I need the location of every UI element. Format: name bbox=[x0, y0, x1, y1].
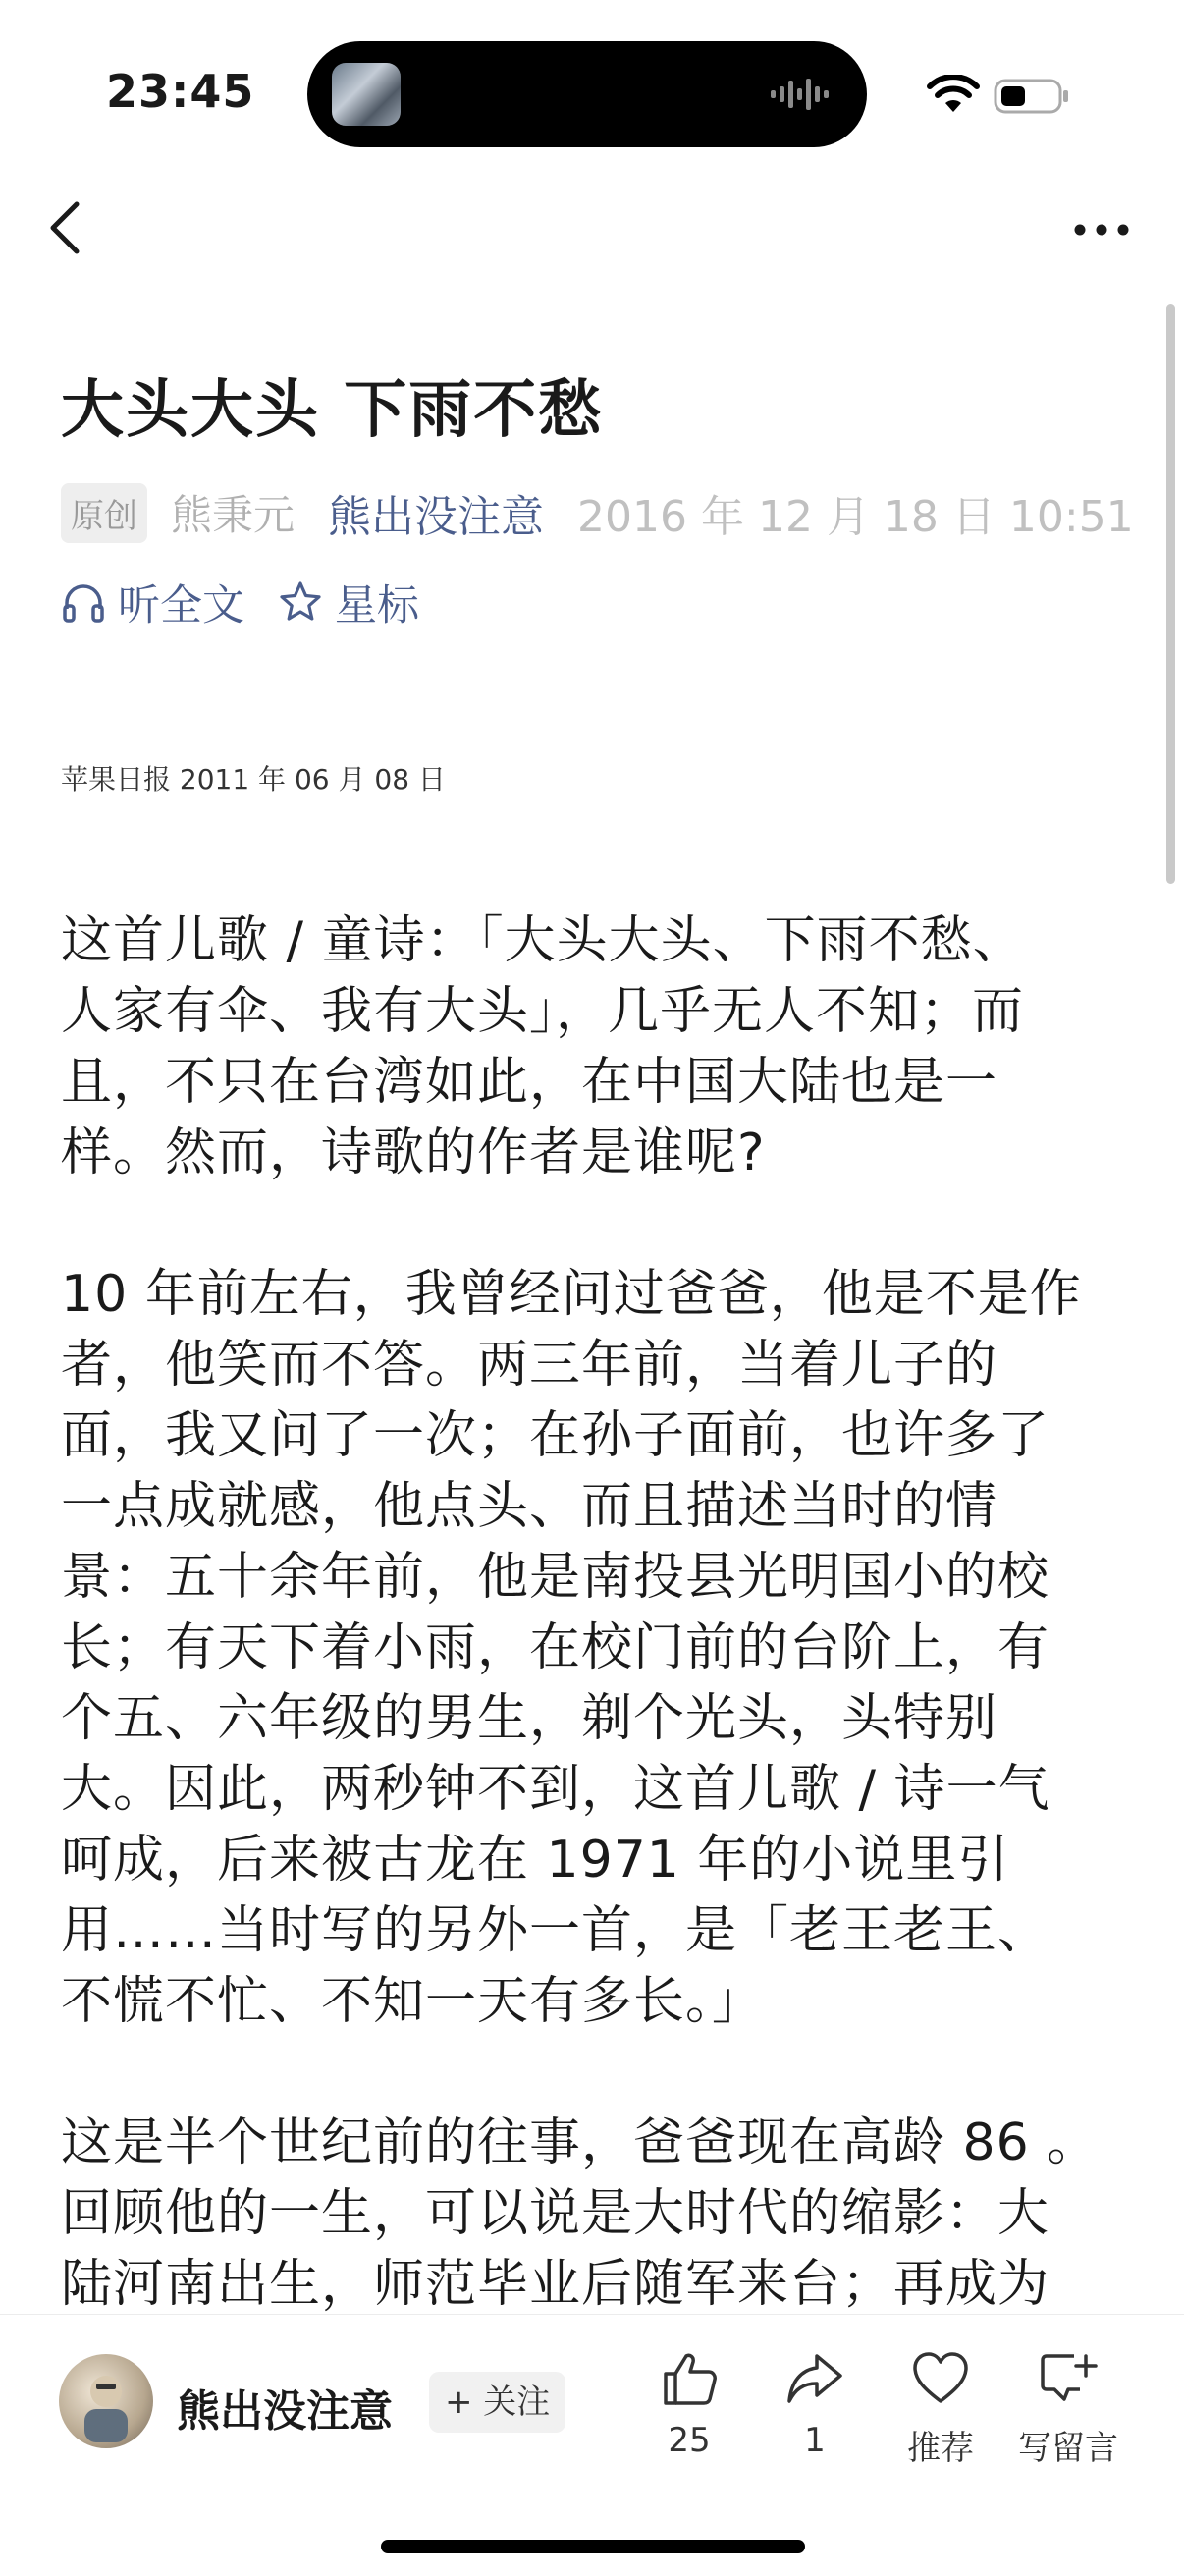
status-time: 23:45 bbox=[106, 65, 255, 118]
heart-icon bbox=[911, 2350, 970, 2407]
article-actions bbox=[61, 570, 453, 634]
headphones-icon bbox=[61, 579, 106, 625]
original-badge: 原创 bbox=[61, 483, 147, 543]
author-name: 熊秉元 bbox=[171, 491, 296, 539]
comment-button[interactable] bbox=[1009, 2350, 1127, 2469]
audio-waveform-icon bbox=[769, 75, 837, 114]
now-playing-artwork bbox=[332, 63, 401, 126]
back-arrow-icon[interactable] bbox=[43, 196, 86, 259]
wifi-icon bbox=[927, 75, 980, 114]
article-meta bbox=[61, 483, 1134, 542]
paragraph: 10 年前左右，我曾经问过爸爸，他是不是作 者，他笑而不答。两三年前，当着儿子的 面，我又问了一次；在孙子面前，也许多了 一点成就感，他点头、而且描述当时的情 景：五十余年前，他是南投县光明国小的校 长；有天下着小雨，在校门前的台阶上，有 个五、六年级的男生，剃个光头，头特别 大。因此，两秒钟不到，这首儿歌 / 诗一气 呵成，后来被古龙在 1971 年的小说里引 用……当时写的另外一首，是「老王老王、 不慌不忙、不知一天有多长。」 bbox=[61, 1265, 1082, 2031]
paragraph: 这首儿歌 / 童诗：「大头大头、下雨不愁、 人家有伞、我有大头」，几乎无人不知；而 且，不只在台湾如此，在中国大陆也是一 样。然而，诗歌的作者是谁呢? bbox=[61, 911, 1025, 1182]
share-count: 1 bbox=[804, 2421, 826, 2460]
paragraph: 这是半个世纪前的往事，爸爸现在高龄 86 。 回顾他的一生，可以说是大时代的缩影：大 陆河南出生，师范毕业后随军来台；再成为 bbox=[61, 2113, 1100, 2314]
star-button[interactable] bbox=[278, 573, 419, 632]
like-button[interactable] bbox=[630, 2350, 748, 2460]
follow-button[interactable]: + 关注 bbox=[429, 2372, 565, 2433]
avatar-image bbox=[59, 2354, 153, 2448]
source-line: 苹果日报 2011 年 06 月 08 日 bbox=[61, 763, 446, 795]
dynamic-island[interactable] bbox=[307, 41, 867, 147]
listen-label: 听全文 bbox=[118, 580, 244, 630]
bottom-account-name[interactable]: 熊出没注意 bbox=[177, 2386, 393, 2437]
publish-date: 2016 年 12 月 18 日 10:51 bbox=[577, 492, 1134, 542]
comment-plus-icon bbox=[1039, 2350, 1098, 2407]
share-button[interactable] bbox=[756, 2350, 874, 2460]
recommend-button[interactable] bbox=[882, 2350, 999, 2469]
battery-icon bbox=[994, 79, 1070, 114]
account-link[interactable]: 熊出没注意 bbox=[328, 492, 545, 542]
scrollbar[interactable] bbox=[1166, 304, 1175, 884]
like-count: 25 bbox=[668, 2421, 711, 2460]
more-options-icon[interactable] bbox=[1072, 212, 1131, 247]
account-avatar[interactable] bbox=[59, 2354, 153, 2448]
home-indicator[interactable] bbox=[381, 2540, 805, 2553]
article-title: 大头大头 下雨不愁 bbox=[61, 374, 604, 447]
star-label: 星标 bbox=[335, 580, 419, 630]
article-body bbox=[61, 905, 1123, 2390]
comment-label: 写留言 bbox=[1018, 2429, 1118, 2468]
status-bar bbox=[0, 0, 1184, 187]
share-arrow-icon bbox=[785, 2350, 844, 2407]
thumbs-up-icon bbox=[660, 2350, 719, 2407]
recommend-label: 推荐 bbox=[907, 2429, 974, 2468]
bottom-bar bbox=[0, 2314, 1184, 2576]
listen-button[interactable] bbox=[61, 573, 244, 632]
star-icon bbox=[278, 579, 323, 625]
